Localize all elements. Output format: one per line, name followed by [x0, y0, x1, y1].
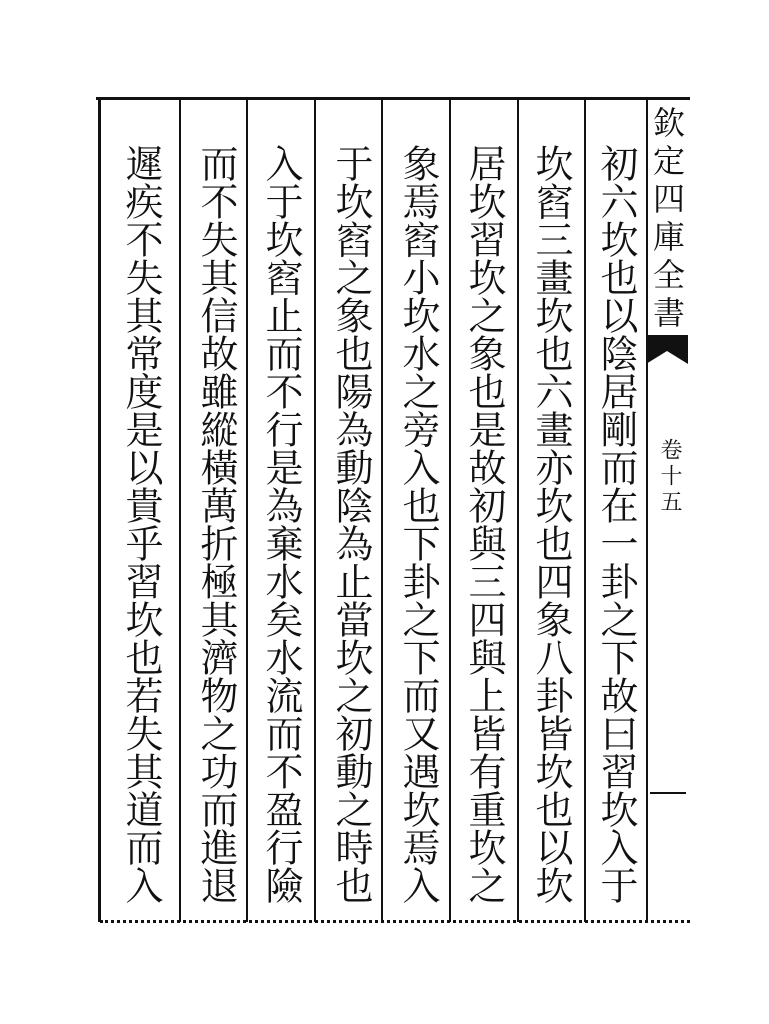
left-border — [98, 99, 101, 922]
column-divider — [584, 99, 586, 922]
text-column-1: 初六坎也以陰居剛而在一卦之下故曰習坎入于 — [594, 144, 638, 904]
column-divider — [314, 99, 316, 922]
fish-tail-mark — [646, 337, 688, 365]
column-divider — [179, 99, 181, 922]
column-divider — [246, 99, 248, 922]
text-column-8: 遲疾不失其常度是以貴乎習坎也若失其道而入 — [119, 144, 163, 904]
collection-title: 欽定四庫全書 — [648, 106, 686, 334]
column-divider — [517, 99, 519, 922]
bottom-border — [100, 920, 690, 923]
margin-lower-divider — [650, 792, 686, 794]
text-column-6: 入于坎窞止而不行是為棄水矣水流而不盈行險 — [259, 144, 303, 904]
text-column-7: 而不失其信故雖縱橫萬折極其濟物之功而進退 — [194, 144, 238, 904]
text-column-3: 居坎習坎之象也是故初與三四與上皆有重坎之 — [462, 144, 506, 904]
text-column-4: 象焉窞小坎水之旁入也下卦之下而又遇坎焉入 — [396, 144, 440, 904]
volume-label: 卷十五 — [657, 438, 682, 516]
text-column-5: 于坎窞之象也陽為動陰為止當坎之初動之時也 — [329, 144, 373, 904]
column-divider — [449, 99, 451, 922]
top-border — [96, 97, 690, 100]
text-column-2: 坎窞三畫坎也六畫亦坎也四象八卦皆坎也以坎 — [529, 144, 573, 904]
column-divider — [381, 99, 383, 922]
